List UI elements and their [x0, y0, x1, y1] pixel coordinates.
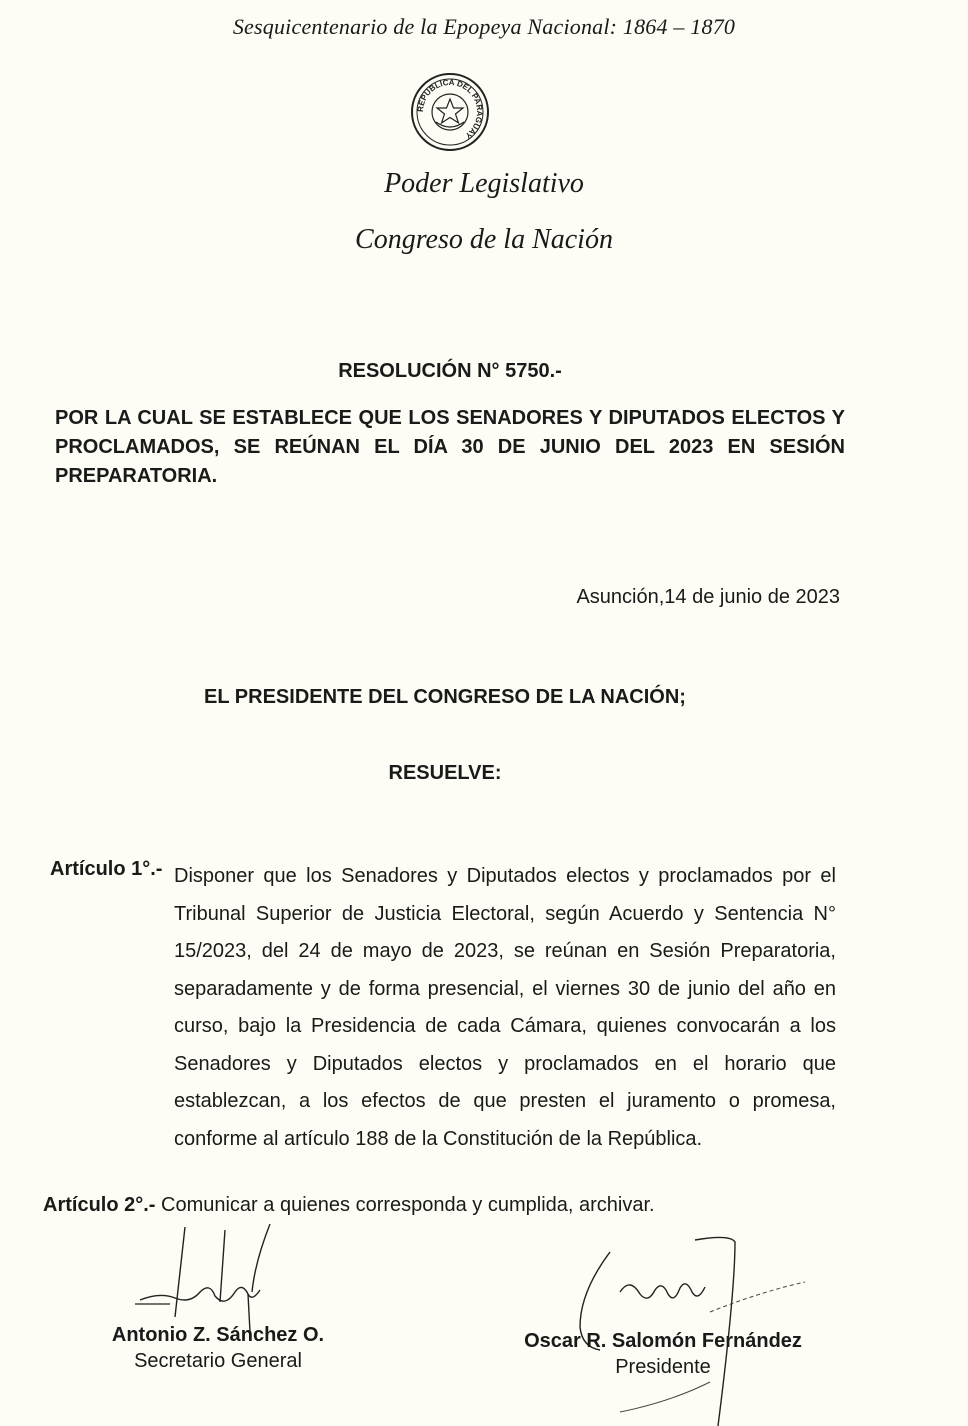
resolution-subject: POR LA CUAL SE ESTABLECE QUE LOS SENADORES Y DIPUTADOS ELECTOS Y PROCLAMADOS, SE REÚNAN EL DÍA 30 DE JUNIO DEL 2023 EN SESIÓN PREPARATORIA. [55, 407, 845, 487]
seal-text: REPUBLICA DEL PARAGUAY [415, 77, 485, 141]
resolves-heading: RESUELVE: [388, 762, 502, 784]
article-1-text: Disponer que los Senadores y Diputados electos y proclamados por el Tribunal Superior de Justicia Electoral, según Acuerdo y Sentencia N° 15/2023, del 24 de mayo de 2023, se reúnan en Sesión Preparatoria, separadamente y de forma presencial, el viernes 30 de junio del año en curso, bajo la Presidencia de cada Cámara, quienes convocarán a los Senadores y Diputados electos y proclamados en el horario que establezcan, a los efectos de que presten el juramento o promesa, conforme al artículo 188 de la Constitución de la República. [174, 865, 836, 1150]
resolution-number: RESOLUCIÓN N° 5750.- [338, 360, 562, 382]
commemorative-motto: Sesquicentenario de la Epopeya Nacional: 1864 – 1870 [232, 14, 736, 39]
article-2 [43, 1194, 655, 1217]
congress-title: Congreso de la Nación [355, 224, 613, 255]
article-2-label: Artículo 2°.- [43, 1194, 156, 1216]
president-name: Oscar R. Salomón Fernández [524, 1330, 802, 1352]
article-2-text: Comunicar a quienes corresponda y cumplida, archivar. [161, 1194, 655, 1216]
legislative-branch-title: Poder Legislativo [384, 168, 584, 199]
secretary-name: Antonio Z. Sánchez O. [111, 1324, 325, 1346]
president-signature [560, 1232, 810, 1426]
president-title: Presidente [615, 1356, 711, 1378]
secretary-title: Secretario General [134, 1350, 302, 1372]
document-date: Asunción,14 de junio de 2023 [576, 586, 840, 608]
national-seal-icon [410, 72, 490, 152]
article-1-label: Artículo 1°.- [50, 858, 163, 880]
issuer-line: EL PRESIDENTE DEL CONGRESO DE LA NACIÓN; [204, 686, 686, 708]
svg-text:REPUBLICA DEL PARAGUAY [416, 78, 484, 141]
